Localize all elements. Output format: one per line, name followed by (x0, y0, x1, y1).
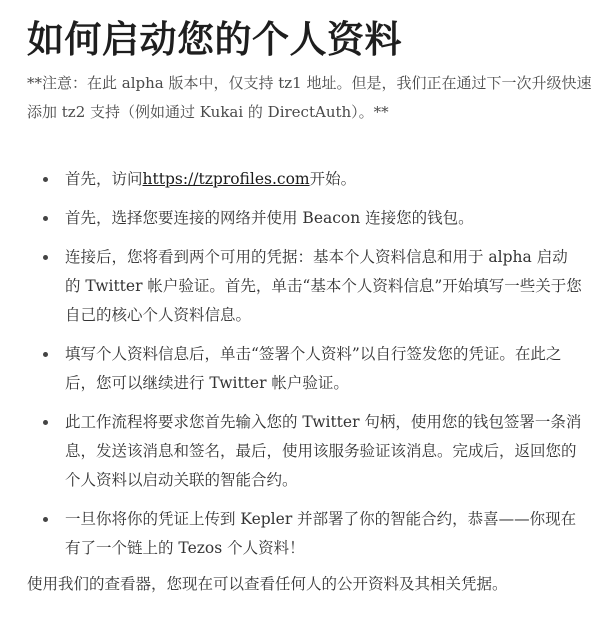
bullet-icon (43, 216, 48, 221)
viewer-footer-text: 使用我们的查看器，您现在可以查看任何人的公开资料及其相关凭据。 (27, 575, 508, 593)
step-2-text: 首先，选择您要连接的网络并使用 Beacon 连接您的钱包。 (65, 209, 474, 227)
bullet-icon (43, 517, 48, 522)
bullet-icon (43, 255, 48, 260)
bullet-icon (43, 352, 48, 357)
step-6-text: 一旦你将你的凭证上传到 Kepler 并部署了你的智能合约，恭喜——你现在有了一个链上的 Tezos 个人资料！ (65, 510, 577, 557)
step-4-text: 填写个人资料信息后，单击“签署个人资料”以自行签发您的凭证。在此之后，您可以继续进行 Twitter 帐户验证。 (65, 345, 562, 392)
step-5-text: 此工作流程将要求您首先输入您的 Twitter 句柄，使用您的钱包签署一条消息，发送该消息和签名，最后，使用该服务验证该消息。完成后，返回您的个人资料以启动关联的智能合约。 (65, 413, 582, 489)
list-item-step-4 (27, 340, 582, 398)
step-1-after: 开始。 (309, 170, 357, 188)
step-1-before: 首先，访问 (65, 170, 143, 188)
page-title: 如何启动您的个人资料 (27, 18, 402, 61)
list-item-step-3 (27, 243, 582, 330)
tzprofiles-link[interactable]: https://tzprofiles.com (142, 170, 310, 188)
list-item-step-6 (27, 505, 582, 563)
step-3-text: 连接后，您将看到两个可用的凭据：基本个人资料信息和用于 alpha 启动的 Twitter 帐户验证。首先，单击“基本个人资料信息”开始填写一些关于您自己的核心个人资料信息。 (65, 248, 582, 324)
alpha-note: **注意：在此 alpha 版本中，仅支持 tz1 地址。但是，我们正在通过下一次升级快速添加 tz2 支持（例如通过 Kukai 的 DirectAuth）。** (27, 74, 592, 121)
list-item-step-2 (27, 204, 582, 233)
bullet-icon (43, 420, 48, 425)
list-item-step-5 (27, 408, 582, 495)
bullet-icon (43, 177, 48, 182)
list-item-step-1 (27, 165, 582, 194)
steps-list (27, 165, 582, 573)
